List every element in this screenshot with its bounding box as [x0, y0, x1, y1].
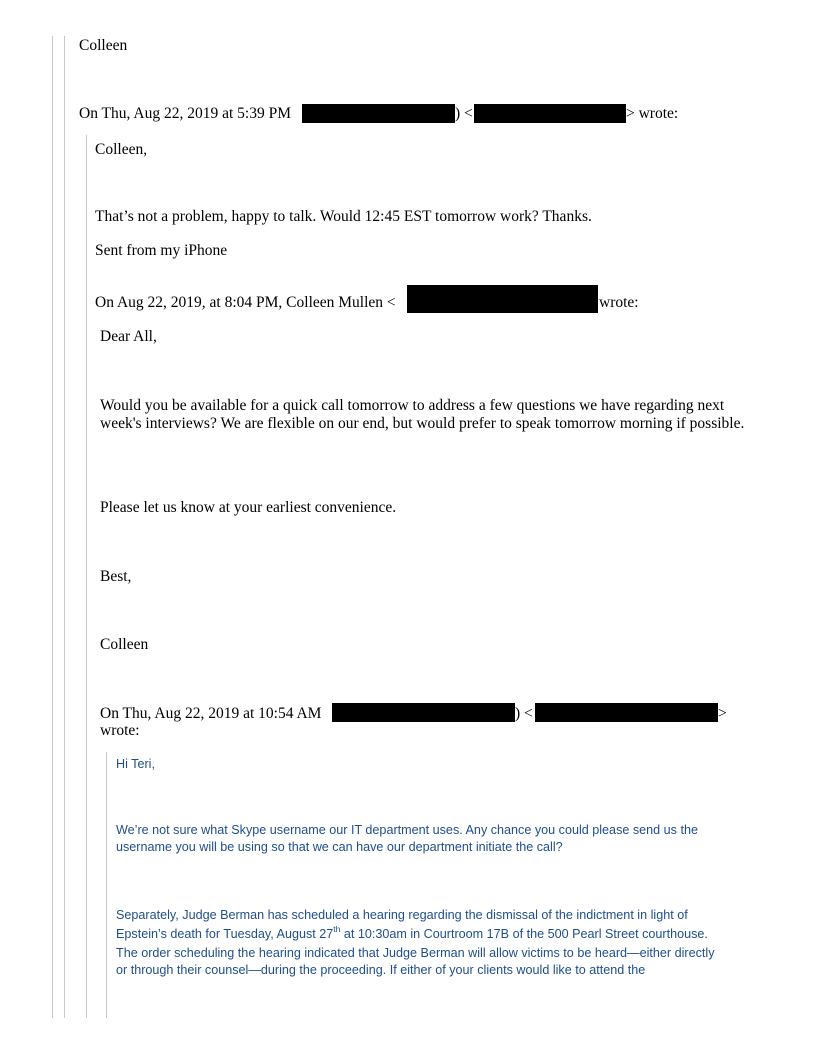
email3-para2-line2-sup: th — [333, 923, 341, 934]
redaction-block — [332, 703, 515, 722]
email3-para2-line1: Separately, Judge Berman has scheduled a hearing regarding the dismissal of the indictment in light of — [116, 908, 688, 922]
quote-rule-2 — [64, 36, 65, 1018]
redaction-block — [302, 104, 455, 123]
email3-para1: We’re not sure what Skype username our IT department uses. Any chance you could please send us the username you will be using so that we can have our department initiate the call? — [116, 823, 698, 854]
email2-closing: Best, — [100, 568, 132, 585]
email3-para2-line4: or through their counsel—during the proceeding. If either of your clients would like to attend the — [116, 963, 646, 977]
msg3-header-suffix: > — [718, 705, 727, 722]
msg1-header-prefix: On Thu, Aug 22, 2019 at 5:39 PM — [79, 105, 291, 122]
redaction-block — [474, 104, 626, 123]
email2-body: Would you be available for a quick call tomorrow to address a few questions we have regarding next week's interviews? We are flexible on our end, but would prefer to speak tomorrow morning if possible. — [100, 397, 745, 432]
reply1-greeting: Colleen, — [95, 141, 148, 158]
email3-para2-line3: The order scheduling the hearing indicated that Judge Berman will allow victims to be heard—either directly — [116, 946, 715, 960]
email3-para2-line2-b: at 10:30am in Courtroom 17B of the 500 Pearl Street courthouse. — [340, 927, 708, 941]
msg1-header-paren: ) < — [455, 105, 473, 122]
email3-para2-line2 — [116, 923, 708, 943]
quote-rule-3 — [86, 135, 87, 1018]
reply1-body: That’s not a problem, happy to talk. Would 12:45 EST tomorrow work? Thanks. — [95, 208, 592, 225]
email2-sign: Colleen — [100, 636, 149, 653]
reply1-signature: Sent from my iPhone — [95, 242, 228, 259]
redaction-block — [535, 703, 718, 722]
msg2-header-suffix: wrote: — [599, 294, 639, 311]
email3-para2-line2-a: Epstein’s death for Tuesday, August 27 — [116, 927, 334, 941]
msg3-header-prefix: On Thu, Aug 22, 2019 at 10:54 AM — [100, 705, 322, 722]
email3-greeting: Hi Teri, — [116, 757, 155, 771]
redaction-block — [407, 285, 598, 313]
msg2-header-prefix: On Aug 22, 2019, at 8:04 PM, Colleen Mullen < — [95, 294, 396, 311]
msg1-header-suffix: > wrote: — [626, 105, 679, 122]
header-signature: Colleen — [79, 37, 128, 54]
quote-rule-1 — [52, 36, 53, 1018]
quote-rule-4 — [106, 752, 107, 1018]
email2-greeting: Dear All, — [100, 328, 157, 345]
email2-request: Please let us know at your earliest convenience. — [100, 499, 397, 516]
msg3-header-paren: ) < — [515, 705, 533, 722]
msg3-header-wrote: wrote: — [100, 722, 140, 739]
